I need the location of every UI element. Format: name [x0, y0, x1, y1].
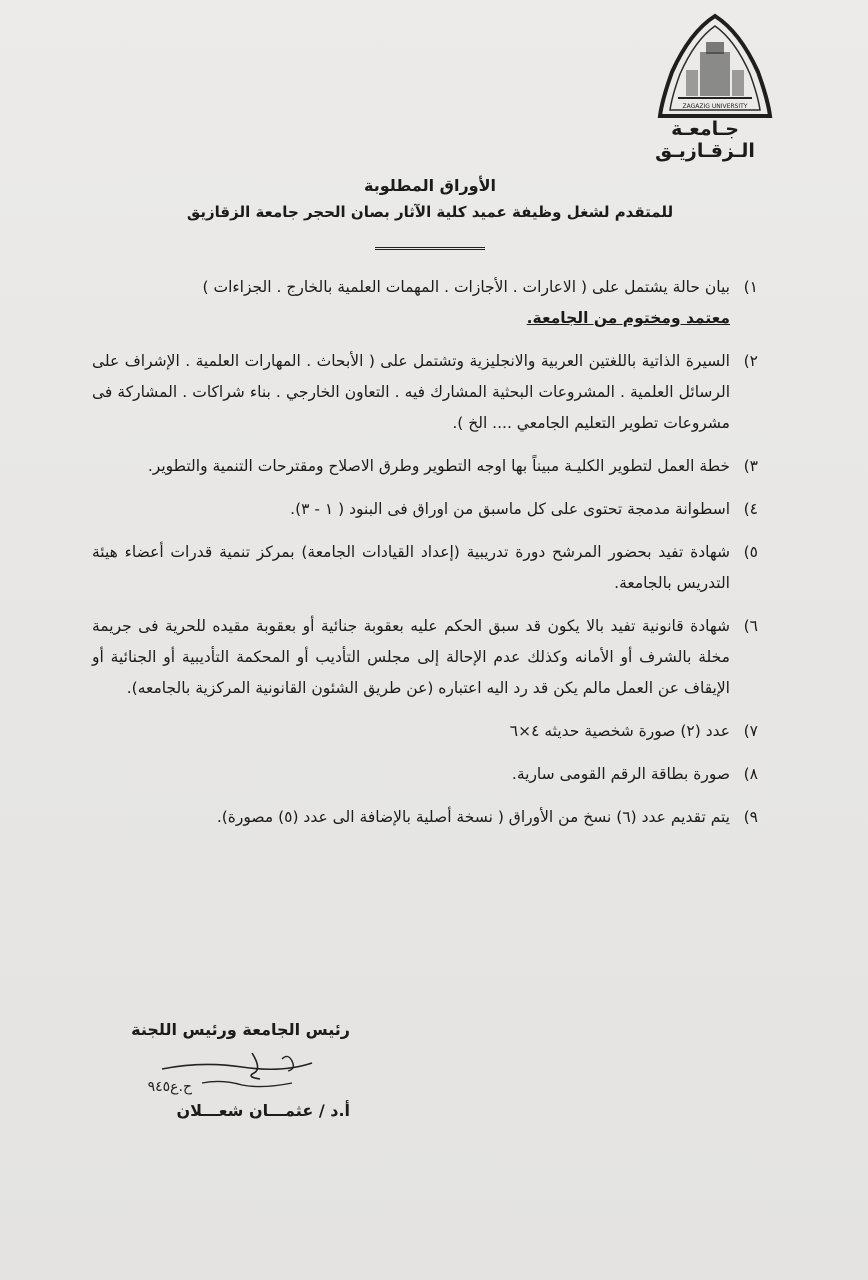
list-item — [92, 716, 758, 747]
document-title: الأوراق المطلوبة — [364, 176, 496, 195]
item-text: اسطوانة مدمجة تحتوى على كل ماسبق من اوراق فى البنود ( ١ - ٣). — [290, 500, 730, 518]
signature-block — [120, 1020, 350, 1120]
item-number: ٦) — [743, 617, 758, 635]
item-emphasis: معتمد ومختوم من الجامعة. — [526, 309, 730, 327]
list-item — [92, 611, 758, 704]
item-number: ٩) — [743, 808, 758, 826]
item-number: ٤) — [743, 500, 758, 518]
list-item — [92, 537, 758, 599]
item-text: يتم تقديم عدد (٦) نسخ من الأوراق ( نسخة أصلية بالإضافة الى عدد (٥) مصورة). — [216, 808, 730, 826]
item-number: ٧) — [743, 722, 758, 740]
university-name: جـامعـة الـزقـازيـق — [655, 118, 755, 162]
item-number: ٣) — [743, 457, 758, 475]
list-item — [92, 272, 758, 334]
title-underline — [375, 247, 485, 250]
list-item — [92, 494, 758, 525]
signatory-name: أ.د / عثمـــان شعـــلان — [176, 1101, 350, 1120]
signatory-title: رئيس الجامعة ورئيس اللجنة — [131, 1020, 350, 1039]
item-text: عدد (٢) صورة شخصية حديثه ٤×٦ — [509, 722, 730, 740]
item-text: خطة العمل لتطوير الكليـة مبيناً بها اوجه التطوير وطرق الاصلاح ومقترحات التنمية والتطوير. — [147, 457, 730, 475]
item-text: صورة بطاقة الرقم القومى سارية. — [511, 765, 730, 783]
item-text: بيان حالة يشتمل على ( الاعارات . الأجازات . المهمات العلمية بالخارج . الجزاءات ) معتمد ومختوم من الجامعة. — [202, 278, 730, 327]
item-text: شهادة تفيد بحضور المرشح دورة تدريبية (إعداد القيادات الجامعة) بمركز تنمية قدرات أعضاء هيئة التدريس بالجامعة. — [92, 543, 730, 592]
title-block — [150, 176, 710, 250]
item-text: السيرة الذاتية باللغتين العربية والانجليزية وتشتمل على ( الأبحاث . المهارات العلمية . الإشراف على الرسائل العلمية . المشروعات البحثية المشارك فيه . التعاون الخارجي . بناء شراكات . المشاركة فى مشروعات تطوير التعليم الجامعي .... الخ ). — [92, 352, 730, 432]
requirements-list — [92, 272, 758, 845]
svg-text:ZAGAZIG UNIVERSITY: ZAGAZIG UNIVERSITY — [682, 103, 748, 110]
list-item — [92, 346, 758, 439]
document-subtitle: للمتقدم لشغل وظيفة عميد كلية الآثار بصان الحجر جامعة الزقازيق — [186, 203, 674, 221]
list-item — [92, 451, 758, 482]
item-text: شهادة قانونية تفيد بالا يكون قد سبق الحكم عليه بعقوبة جنائية أو بعقوبة مقيده للحرية فى جريمة مخلة بالشرف أو الأمانه وكذلك عدم الإحالة إلى مجلس التأديب أو المحكمة التأديبية أو الجنائية أو الإيقاف عن العمل مالم يكن قد رد اليه اعتباره (عن طريق الشئون القانونية المركزية بالجامعه). — [92, 617, 730, 697]
item-number: ٢) — [743, 352, 758, 370]
svg-text:ح.ع٩٤٥: ح.ع٩٤٥ — [147, 1079, 192, 1095]
list-item — [92, 759, 758, 790]
item-number: ٨) — [743, 765, 758, 783]
university-seal-icon — [640, 12, 790, 122]
list-item — [92, 802, 758, 833]
handwritten-signature — [142, 1039, 332, 1099]
item-number: ٥) — [743, 543, 758, 561]
item-number: ١) — [743, 278, 758, 296]
